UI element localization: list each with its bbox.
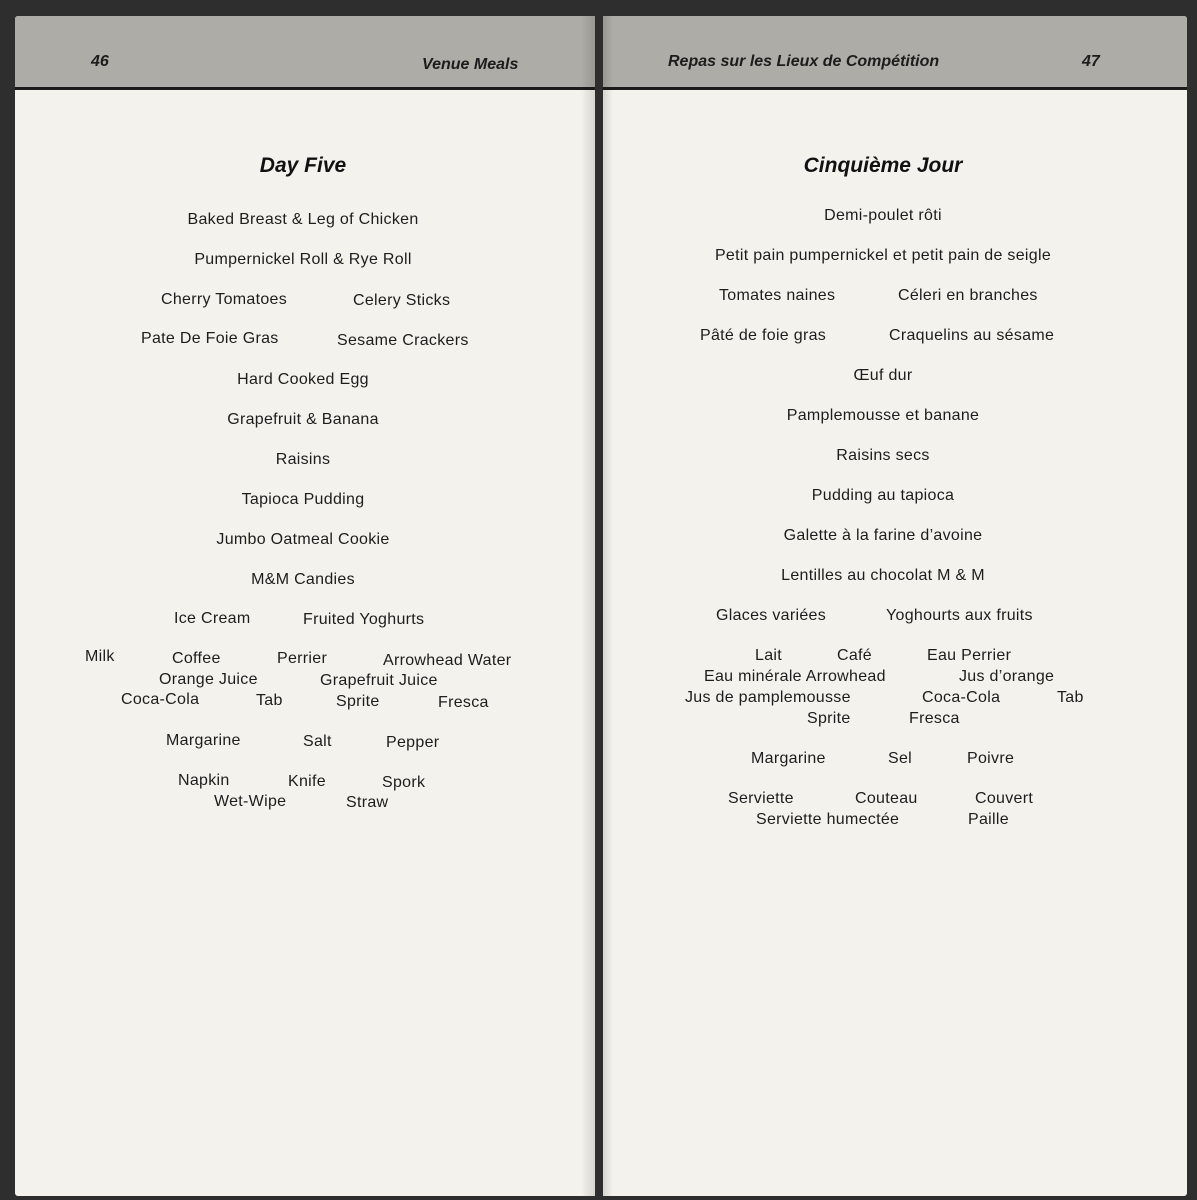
left-header-band (15, 16, 595, 90)
beverage-arrowhead: Arrowhead Water (383, 652, 512, 669)
menu-item-candies: Lentilles au chocolat M & M (781, 567, 985, 584)
menu-item-cookie: Galette à la farine d’avoine (783, 527, 983, 544)
beverage-arrowhead: Eau minérale Arrowhead (704, 668, 886, 685)
menu-item-celery: Celery Sticks (353, 292, 451, 309)
utensil-wet-wipe: Serviette humectée (756, 811, 900, 828)
beverage-grapefruit-juice: Jus de pamplemousse (685, 689, 851, 706)
gutter-shadow (603, 16, 613, 1196)
utensil-straw: Paille (968, 811, 1009, 828)
menu-item-crackers: Sesame Crackers (337, 332, 469, 349)
utensil-knife: Couteau (855, 790, 918, 807)
menu-item-candies: M&M Candies (251, 571, 355, 588)
right-page (603, 16, 1187, 1196)
menu-item-ice-cream: Glaces variées (716, 607, 827, 624)
menu-item-pate: Pate De Foie Gras (141, 330, 279, 347)
utensil-knife: Knife (288, 773, 326, 790)
menu-item-pate: Pâté de foie gras (700, 327, 827, 344)
beverage-fresca: Fresca (909, 710, 960, 727)
menu-item-chicken: Demi-poulet rôti (824, 207, 942, 224)
beverage-perrier: Perrier (277, 650, 328, 667)
utensil-napkin: Napkin (178, 772, 230, 789)
menu-item-rolls: Petit pain pumpernickel et petit pain de seigle (714, 247, 1052, 264)
page-number-left: 46 (91, 53, 109, 70)
running-head-right: Repas sur les Lieux de Compétition (668, 53, 940, 70)
condiment-salt: Sel (888, 750, 913, 767)
menu-item-tomatoes: Tomates naines (719, 287, 836, 304)
condiment-salt: Salt (303, 733, 332, 750)
menu-item-egg: Hard Cooked Egg (237, 371, 369, 388)
menu-item-yoghurts: Fruited Yoghurts (303, 611, 425, 628)
utensil-wet-wipe: Wet-Wipe (214, 793, 287, 810)
left-page (15, 16, 595, 1196)
menu-item-cookie: Jumbo Oatmeal Cookie (216, 531, 390, 548)
utensil-straw: Straw (346, 794, 389, 811)
utensil-napkin: Serviette (728, 790, 794, 807)
beverage-fresca: Fresca (438, 694, 489, 711)
menu-item-rolls: Pumpernickel Roll & Rye Roll (194, 251, 412, 268)
beverage-tab: Tab (256, 692, 283, 709)
menu-item-pudding: Tapioca Pudding (241, 491, 365, 508)
right-header-band (603, 16, 1187, 90)
utensil-spork: Spork (382, 774, 426, 791)
condiment-pepper: Pepper (386, 734, 440, 751)
beverage-orange-juice: Jus d’orange (959, 668, 1055, 685)
beverage-perrier: Eau Perrier (927, 647, 1012, 664)
menu-item-chicken: Baked Breast & Leg of Chicken (187, 211, 419, 228)
beverage-coca-cola: Coca-Cola (922, 689, 1001, 706)
condiment-pepper: Poivre (967, 750, 1015, 767)
menu-item-raisins: Raisins secs (836, 447, 930, 464)
page-title-left: Day Five (259, 154, 347, 177)
menu-item-raisins: Raisins (275, 451, 331, 468)
beverage-milk: Milk (85, 648, 115, 665)
beverage-grapefruit-juice: Grapefruit Juice (320, 672, 438, 689)
menu-item-pudding: Pudding au tapioca (811, 487, 955, 504)
page-title-right: Cinquième Jour (803, 154, 963, 177)
beverage-tab: Tab (1057, 689, 1084, 706)
beverage-sprite: Sprite (807, 710, 851, 727)
menu-item-ice-cream: Ice Cream (174, 610, 251, 627)
beverage-orange-juice: Orange Juice (159, 671, 258, 688)
utensil-spork: Couvert (975, 790, 1034, 807)
beverage-milk: Lait (755, 647, 782, 664)
beverage-coffee: Café (837, 647, 872, 664)
gutter-shadow (581, 16, 595, 1196)
beverage-sprite: Sprite (336, 693, 380, 710)
condiment-margarine: Margarine (166, 732, 241, 749)
menu-item-fruit: Grapefruit & Banana (227, 411, 379, 428)
beverage-coffee: Coffee (172, 650, 221, 667)
menu-item-egg: Œuf dur (853, 367, 913, 384)
beverage-coca-cola: Coca-Cola (121, 691, 200, 708)
condiment-margarine: Margarine (751, 750, 826, 767)
menu-item-crackers: Craquelins au sésame (889, 327, 1055, 344)
menu-item-celery: Céleri en branches (898, 287, 1038, 304)
page-number-right: 47 (1082, 53, 1100, 70)
menu-item-fruit: Pamplemousse et banane (786, 407, 980, 424)
menu-item-yoghurts: Yoghourts aux fruits (886, 607, 1033, 624)
menu-item-tomatoes: Cherry Tomatoes (161, 291, 288, 308)
running-head-left: Venue Meals (422, 56, 519, 73)
